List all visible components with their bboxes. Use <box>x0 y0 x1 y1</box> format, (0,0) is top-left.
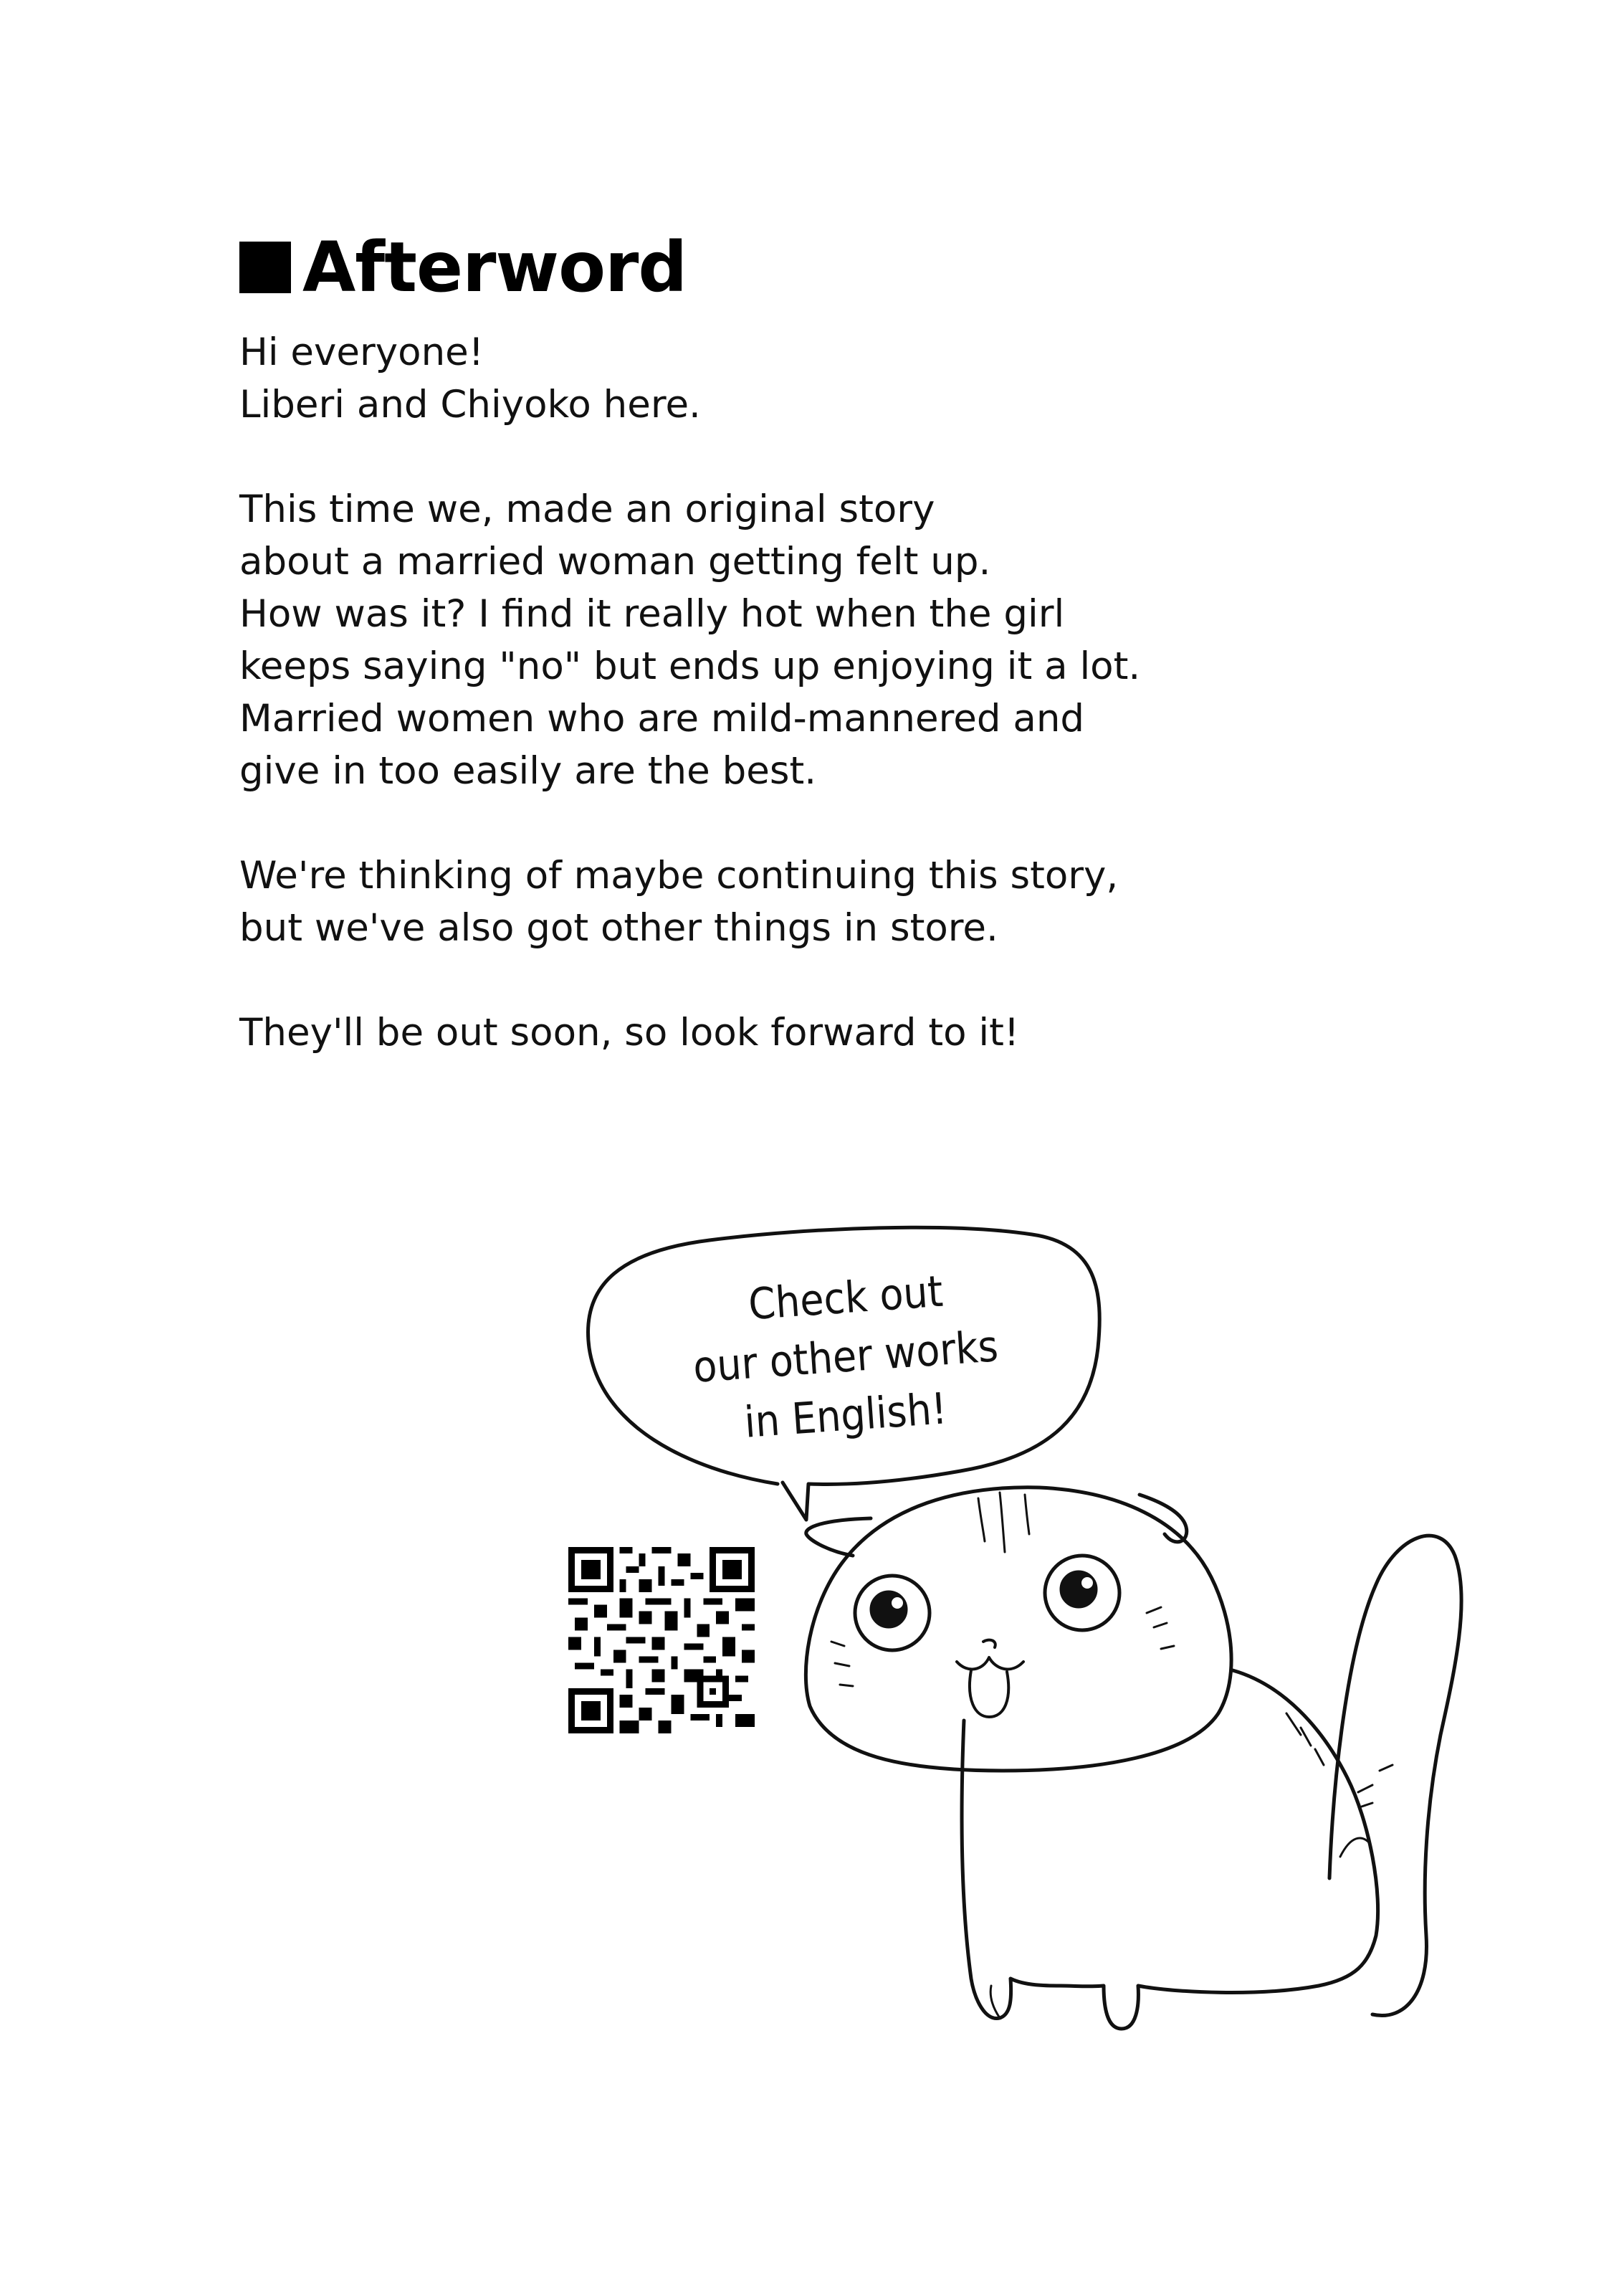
bubble-line: in English! <box>742 1384 949 1448</box>
text-line: but we've also got other things in store. <box>239 906 998 950</box>
text-line: How was it? I find it really hot when the girl <box>239 592 1065 636</box>
speech-bubble-text <box>631 1266 1061 1448</box>
paragraph-greeting <box>239 326 1314 431</box>
cat-tail <box>1329 1536 1461 2015</box>
text-line: about a married woman getting felt up. <box>239 540 991 584</box>
cat-body <box>962 1670 1378 2029</box>
paragraph-story <box>239 483 1314 797</box>
text-line: keeps saying "no" but ends up enjoying it a lot. <box>239 644 1141 688</box>
cat-head <box>806 1488 1231 1771</box>
cat-eye-right <box>1045 1556 1119 1630</box>
text-line: This time we, made an original story <box>239 487 935 531</box>
square-bullet-icon <box>239 242 291 293</box>
bubble-line: Check out <box>747 1266 945 1331</box>
cat-eye-left <box>855 1576 930 1650</box>
afterword-heading <box>239 228 687 307</box>
paragraph-closing <box>239 1006 1314 1059</box>
text-line: Liberi and Chiyoko here. <box>239 383 701 427</box>
cat-ear-left <box>806 1518 871 1556</box>
afterword-body <box>239 326 1314 1059</box>
paragraph-future <box>239 849 1314 954</box>
qr-code-icon[interactable] <box>568 1547 755 1733</box>
cat-tongue <box>970 1670 1008 1717</box>
cat-nose <box>983 1640 995 1647</box>
text-line: They'll be out soon, so look forward to it! <box>239 1011 1020 1055</box>
cat-mouth <box>957 1657 1023 1669</box>
text-line: Hi everyone! <box>239 330 484 374</box>
text-line: We're thinking of maybe continuing this story, <box>239 854 1119 898</box>
text-line: Married women who are mild-mannered and <box>239 697 1085 741</box>
text-line: give in too easily are the best. <box>239 749 817 793</box>
bubble-line: our other works <box>691 1321 1000 1393</box>
cat-ear-right <box>1140 1495 1187 1542</box>
page-title: Afterword <box>302 227 687 308</box>
